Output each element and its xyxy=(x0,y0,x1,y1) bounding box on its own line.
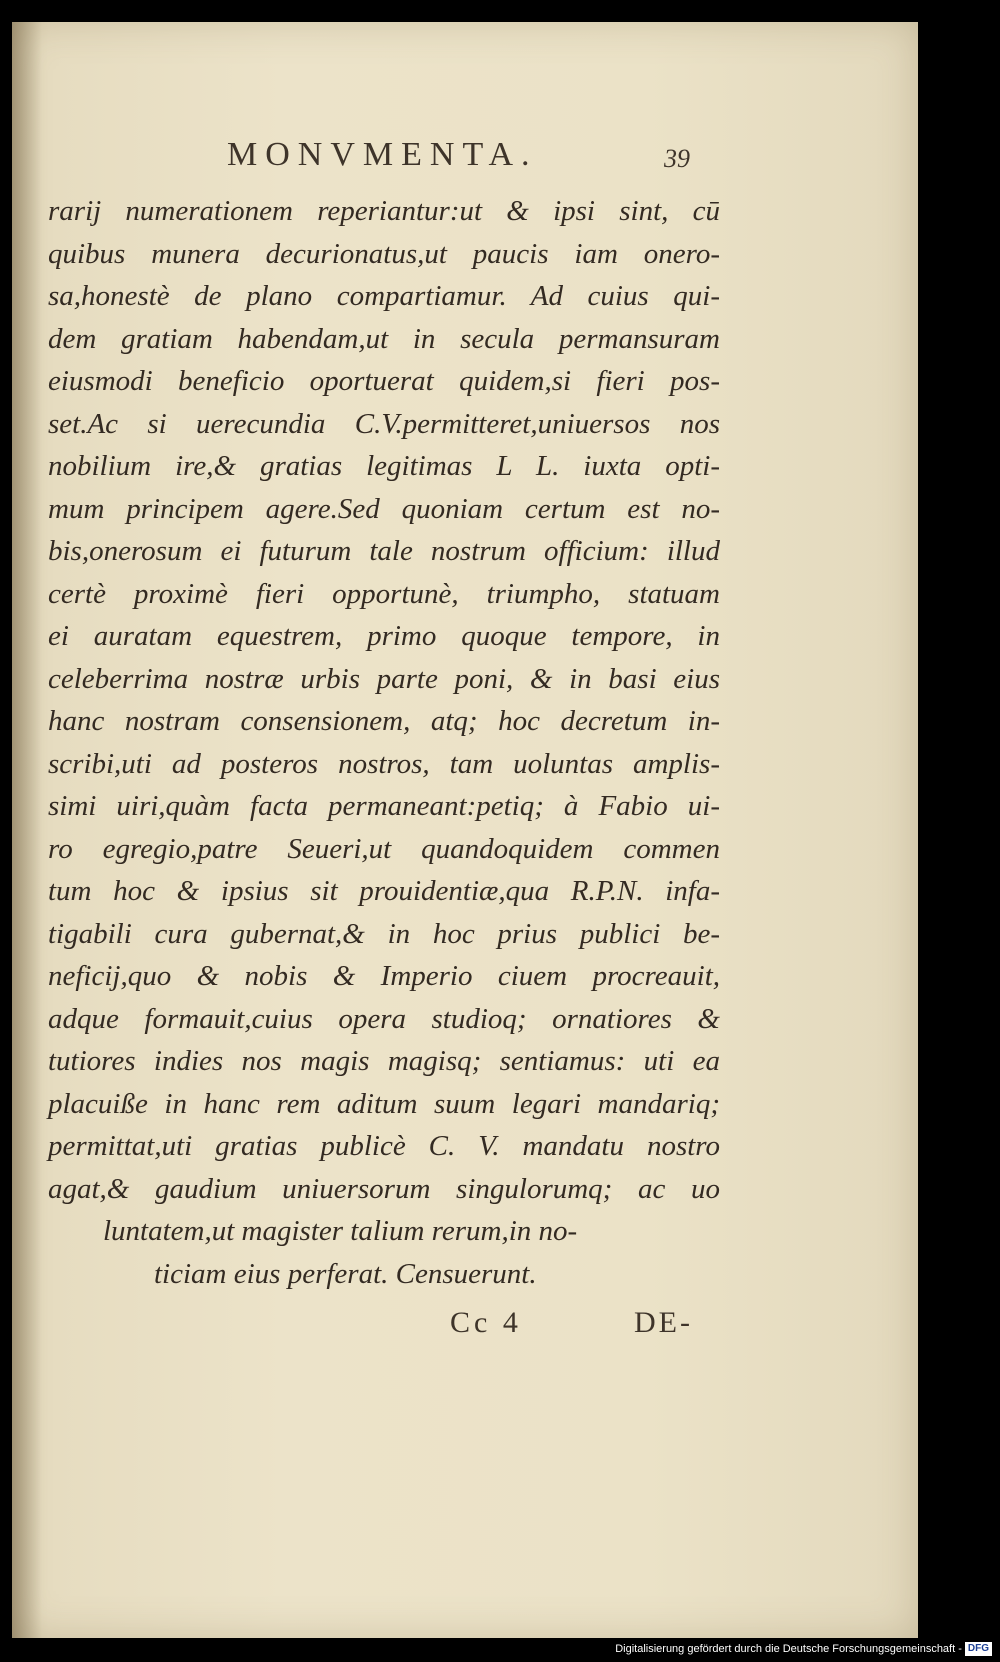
text-line: dem gratiam habendam,ut in secula permansuram xyxy=(48,322,720,355)
footer-bar xyxy=(0,1640,1000,1662)
text-line: ei auratam equestrem, primo quoque tempore, in xyxy=(48,620,720,652)
text-line: quibus munera decurionatus,ut paucis iam onero- xyxy=(48,237,720,270)
body-text xyxy=(48,190,720,1295)
text-line: tum hoc & ipsius sit prouidentiæ,qua R.P.N. infa- xyxy=(48,875,720,907)
dfg-logo-icon: DFG xyxy=(965,1642,992,1656)
text-line: scribi,uti ad posteros nostros, tam uoluntas amplis- xyxy=(48,747,720,780)
signature-mark: Cc 4 xyxy=(450,1306,522,1339)
text-line: bis,onerosum ei futurum tale nostrum officium: illud xyxy=(48,535,720,567)
text-line: placuiße in hanc rem aditum suum legari mandariq; xyxy=(48,1087,720,1120)
text-line: celeberrima nostræ urbis parte poni, & in basi eius xyxy=(48,662,720,695)
text-line: tigabili cura gubernat,& in hoc prius publici be- xyxy=(48,917,720,950)
text-line: simi uiri,quàm facta permaneant:petiq; à Fabio ui- xyxy=(48,790,720,822)
text-line: tutiores indies nos magis magisq; sentiamus: uti ea xyxy=(48,1045,720,1077)
text-line: hanc nostram consensionem, atq; hoc decretum in- xyxy=(48,705,720,737)
funding-credit-text: Digitalisierung gefördert durch die Deutsche Forschungsgemeinschaft - xyxy=(615,1643,962,1655)
text-line: nobilium ire,& gratias legitimas L L. iuxta opti- xyxy=(48,450,720,482)
text-line: ticiam eius perferat. Censuerunt. xyxy=(154,1257,537,1290)
text-line: agat,& gaudium uniuersorum singulorumq; ac uo xyxy=(48,1172,720,1205)
catchword: DE- xyxy=(634,1306,693,1339)
text-line: set.Ac si uerecundia C.V.permitteret,uniuersos nos xyxy=(48,407,720,440)
text-line: certè proximè fieri opportunè, triumpho, statuam xyxy=(48,577,720,610)
text-line: eiusmodi beneficio oportuerat quidem,si fieri pos- xyxy=(48,365,720,397)
funding-credit xyxy=(615,1642,992,1656)
page-number: 39 xyxy=(664,144,690,173)
text-line: permittat,uti gratias publicè C. V. mandatu nostro xyxy=(48,1130,720,1162)
text-line: neficij,quo & nobis & Imperio ciuem procreauit, xyxy=(48,960,720,992)
text-line: sa,honestè de plano compartiamur. Ad cuius qui- xyxy=(48,280,720,312)
text-line: adque formauit,cuius opera studioq; ornatiores & xyxy=(48,1002,720,1035)
text-line: rarij numerationem reperiantur:ut & ipsi sint, cū xyxy=(48,195,720,227)
text-line: ro egregio,patre Seueri,ut quandoquidem commen xyxy=(48,832,720,865)
book-page xyxy=(12,22,918,1638)
text-line: luntatem,ut magister talium rerum,in no- xyxy=(103,1215,578,1247)
text-line: mum principem agere.Sed quoniam certum est no- xyxy=(48,492,720,525)
running-head: MONVMENTA. xyxy=(227,136,538,173)
gutter-shadow xyxy=(12,22,42,1638)
